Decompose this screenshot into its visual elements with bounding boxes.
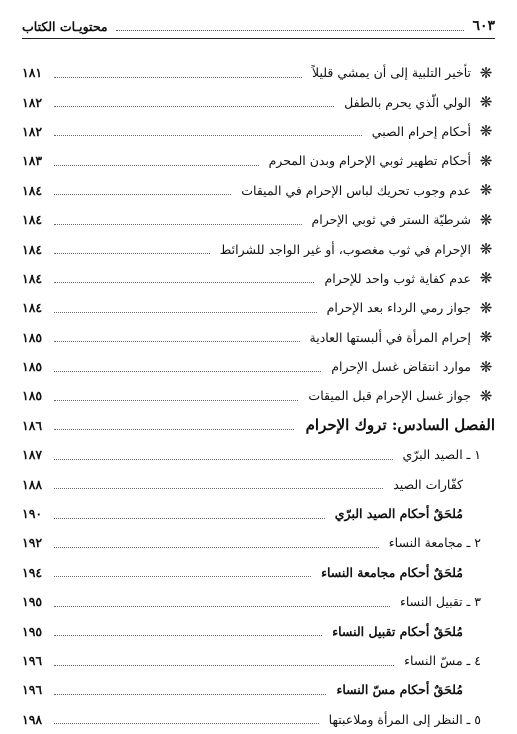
toc-entry: [22, 146, 495, 175]
toc-entry-page: ١٨٢: [22, 123, 43, 139]
leader-dots: [54, 156, 259, 166]
leader-dots: [54, 626, 322, 636]
flower-bullet-icon: ❋: [479, 93, 493, 112]
leader-dots: [54, 391, 298, 401]
toc-entry-page: ١٨٤: [22, 241, 43, 257]
toc-entry-page: ١٨٢: [22, 94, 43, 110]
toc-entry: [22, 411, 495, 440]
page-header: [22, 14, 495, 39]
flower-bullet-icon: ❋: [479, 210, 493, 229]
toc-entry-title: أحكام تطهير ثوبي الإحرام وبدن المحرم: [268, 153, 471, 169]
toc-entry-title: ٢ ـ مجامعة النساء: [388, 535, 481, 551]
toc-entry: [22, 558, 495, 587]
leader-dots: [54, 420, 294, 430]
toc-entry-page: ١٩٢: [22, 535, 43, 551]
toc-entry: [22, 646, 495, 675]
leader-dots: [54, 126, 362, 136]
toc-entry-title: مُلحَقٌ أحكام الصيد البرّي: [334, 506, 463, 522]
header-title: محتويـات الكتاب: [22, 18, 108, 34]
header-leader-dots: [116, 22, 465, 31]
toc-entry-page: ١٩٥: [22, 594, 43, 610]
toc-entry-page: ١٩٦: [22, 682, 43, 698]
toc-entry: [22, 323, 495, 352]
flower-bullet-icon: ❋: [479, 63, 493, 82]
toc-entry: [22, 58, 495, 87]
flower-bullet-icon: ❋: [479, 240, 493, 259]
toc-entry-title: الولي الّذي يحرم بالطفل: [344, 94, 471, 110]
toc-entry: [22, 234, 495, 263]
toc-entry-page: ١٨٥: [22, 388, 43, 404]
header-page-number: ٦٠٣: [472, 18, 495, 34]
toc-entry: [22, 117, 495, 146]
toc-entry-page: ١٩٨: [22, 711, 43, 727]
toc-entry: [22, 87, 495, 116]
leader-dots: [54, 685, 326, 695]
flower-bullet-icon: ❋: [479, 122, 493, 141]
toc-entry-page: ١٨٥: [22, 359, 43, 375]
toc-entry-page: ١٨٤: [22, 270, 43, 286]
toc-entry-page: ١٨٨: [22, 476, 43, 492]
toc-entry-page: ١٨٣: [22, 153, 43, 169]
toc-entry-title: ٣ ـ تقبيل النساء: [399, 594, 481, 610]
toc-entry-title: مُلحَقٌ أحكام مجامعة النساء: [321, 564, 463, 580]
toc-entry-title: عدم كفاية ثوب واحد للإحرام: [324, 270, 471, 286]
toc-entry-title: مُلحَقٌ أحكام مسّ النساء: [336, 682, 463, 698]
toc-entry-page: ١٨٥: [22, 329, 43, 345]
toc-entry: [22, 499, 495, 528]
toc-entry-title: ١ ـ الصيد البرّي: [402, 447, 481, 463]
leader-dots: [54, 303, 317, 313]
toc-entry: [22, 264, 495, 293]
toc-entry: [22, 352, 495, 381]
toc-entry: [22, 675, 495, 704]
toc-entry: [22, 616, 495, 645]
flower-bullet-icon: ❋: [479, 298, 493, 317]
toc-entry-title: عدم وجوب تحريك لباس الإحرام في الميقات: [241, 182, 471, 198]
toc-entry: [22, 528, 495, 557]
toc-entry-page: ١٩٠: [22, 506, 43, 522]
leader-dots: [54, 479, 383, 489]
flower-bullet-icon: ❋: [479, 357, 493, 376]
toc-list: [22, 58, 495, 734]
toc-entry-title: كفّارات الصيد: [393, 476, 463, 492]
leader-dots: [54, 509, 325, 519]
flower-bullet-icon: ❋: [479, 386, 493, 405]
leader-dots: [54, 215, 302, 225]
toc-entry: [22, 205, 495, 234]
toc-entry: [22, 587, 495, 616]
toc-entry-page: ١٨٤: [22, 212, 43, 228]
toc-entry-title: شرطيّة الستر في ثوبي الإحرام: [311, 212, 471, 228]
toc-entry-title: الفصل السادس: تروك الإحرام: [305, 416, 495, 435]
flower-bullet-icon: ❋: [479, 151, 493, 170]
toc-entry: [22, 381, 495, 410]
toc-entry-page: ١٩٤: [22, 564, 43, 580]
leader-dots: [54, 273, 314, 283]
toc-entry-title: الإحرام في ثوب مغصوب، أو غير الواجد للشرائط: [219, 241, 471, 257]
toc-entry-title: ٤ ـ مسّ النساء: [404, 653, 481, 668]
flower-bullet-icon: ❋: [479, 269, 493, 288]
leader-dots: [54, 97, 334, 107]
leader-dots: [54, 538, 379, 548]
toc-entry-title: أحكام إحرام الصبي: [371, 123, 471, 139]
leader-dots: [54, 597, 390, 607]
toc-entry: [22, 176, 495, 205]
toc-entry-title: تأخير التلبية إلى أن يمشي قليلاً: [312, 65, 471, 81]
leader-dots: [54, 185, 231, 195]
toc-entry-title: جواز غسل الإحرام قبل الميقات: [308, 388, 471, 404]
flower-bullet-icon: ❋: [479, 328, 493, 347]
flower-bullet-icon: ❋: [479, 181, 493, 200]
toc-entry-title: مُلحَقٌ أحكام تقبيل النساء: [332, 623, 463, 639]
toc-entry-page: ١٨٤: [22, 182, 43, 198]
leader-dots: [54, 656, 394, 666]
leader-dots: [54, 450, 393, 460]
toc-entry-page: ١٩٦: [22, 653, 43, 668]
toc-entry-title: موارد انتقاض غسل الإحرام: [331, 359, 471, 375]
leader-dots: [54, 244, 210, 254]
toc-entry-page: ١٨٤: [22, 300, 43, 316]
toc-entry-title: جواز رمي الرداء بعد الإحرام: [326, 300, 471, 316]
toc-entry: [22, 440, 495, 469]
leader-dots: [54, 714, 319, 724]
toc-entry: [22, 705, 495, 734]
toc-entry-page: ١٨٧: [22, 447, 43, 463]
toc-entry-title: إحرام المرأة في ألبستها العادية: [309, 329, 471, 345]
toc-entry: [22, 469, 495, 498]
leader-dots: [54, 68, 302, 78]
leader-dots: [54, 332, 300, 342]
toc-entry-title: ٥ ـ النظر إلى المرأة وملاعبتها: [328, 711, 481, 727]
toc-entry-page: ١٨٦: [22, 417, 43, 433]
toc-entry-page: ١٩٥: [22, 623, 43, 639]
leader-dots: [54, 567, 311, 577]
toc-entry: [22, 293, 495, 322]
toc-entry-page: ١٨١: [22, 65, 43, 81]
leader-dots: [54, 362, 321, 372]
